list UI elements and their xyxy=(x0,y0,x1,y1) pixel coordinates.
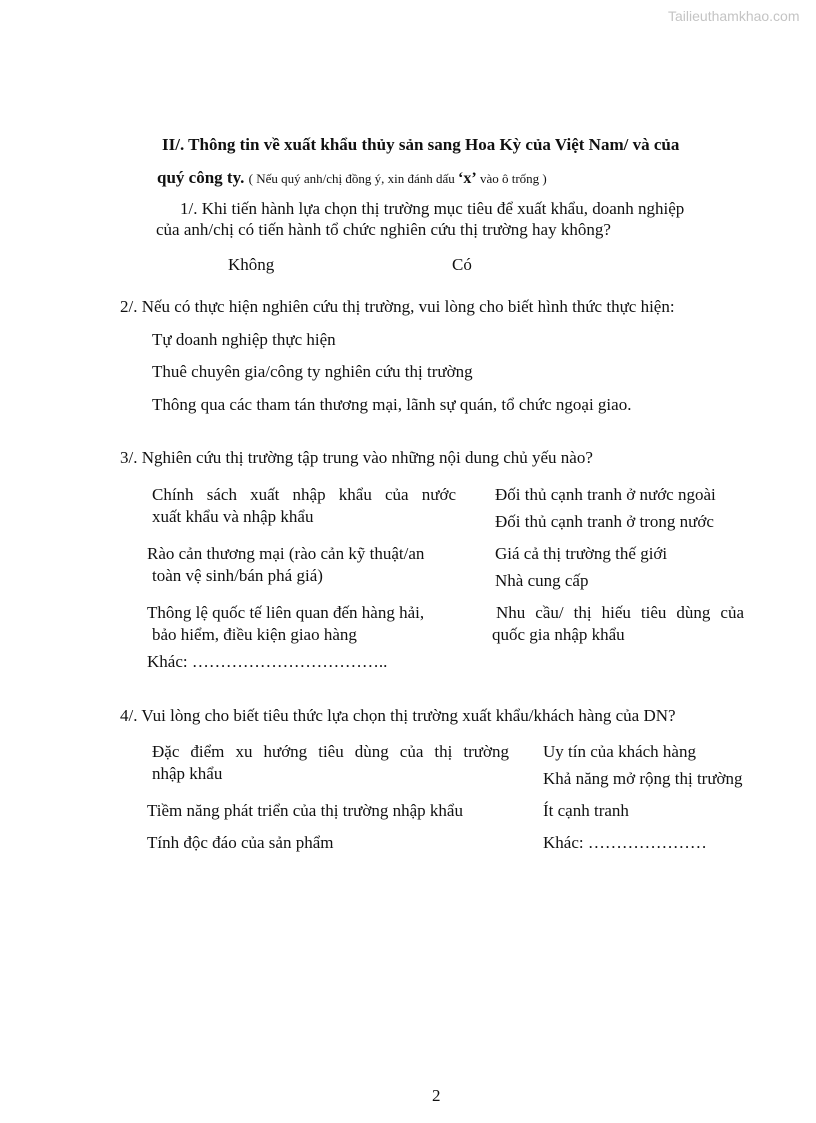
q2-option-diplomatic[interactable]: Thông qua các tham tán thương mại, lãnh sự quán, tổ chức ngoại giao. xyxy=(152,395,632,414)
section-title-line2 xyxy=(157,167,547,190)
q4-option-potential[interactable]: Tiềm năng phát triển của thị trường nhập khẩu xyxy=(147,801,463,820)
q1-line1: 1/. Khi tiến hành lựa chọn thị trường mục tiêu để xuất khẩu, doanh nghiệp xyxy=(180,199,685,218)
q4-option-other[interactable]: Khác: ………………… xyxy=(543,833,707,852)
q3-option-practices-line2: bảo hiểm, điều kiện giao hàng xyxy=(152,625,357,644)
q1-option-co[interactable]: Có xyxy=(452,255,472,274)
q4-option-reputation[interactable]: Uy tín của khách hàng xyxy=(543,742,696,761)
q3-option-practices-line1[interactable]: Thông lệ quốc tế liên quan đến hàng hải, xyxy=(147,603,425,622)
q3-option-world-prices[interactable]: Giá cả thị trường thế giới xyxy=(495,544,668,563)
q3-option-other[interactable]: Khác: …………………………….. xyxy=(147,652,388,671)
q1-option-khong[interactable]: Không xyxy=(228,255,275,274)
instruction-note-post: vào ô trống ) xyxy=(476,171,547,186)
q3-option-demand-line2: quốc gia nhập khẩu xyxy=(492,625,625,644)
instruction-note-pre: ( Nếu quý anh/chị đồng ý, xin đánh dấu xyxy=(248,171,459,186)
q3-option-barriers-line1[interactable]: Rào cản thương mại (rào cản kỹ thuật/an xyxy=(147,544,425,563)
section-title-company: quý công ty. xyxy=(157,168,245,187)
instruction-note xyxy=(249,171,547,186)
q2-option-self[interactable]: Tự doanh nghiệp thực hiện xyxy=(152,330,336,349)
page-number: 2 xyxy=(432,1086,441,1105)
q3-option-domestic-competitors[interactable]: Đối thủ cạnh tranh ở trong nước xyxy=(495,512,714,531)
q3-option-barriers-line2: toàn vệ sinh/bán phá giá) xyxy=(152,566,323,585)
q4-option-expansion[interactable]: Khả năng mở rộng thị trường xyxy=(543,769,743,788)
section-title: II/. Thông tin về xuất khẩu thủy sản sang Hoa Kỳ của Việt Nam/ và của xyxy=(162,135,680,154)
q4-option-trends-line1[interactable]: Đặc điểm xu hướng tiêu dùng của thị trường xyxy=(152,742,509,761)
q4-option-trends-line2: nhập khẩu xyxy=(152,764,223,783)
q3-option-demand-line1[interactable]: Nhu cầu/ thị hiếu tiêu dùng của xyxy=(496,603,744,622)
watermark: Tailieuthamkhao.com xyxy=(668,8,800,24)
q3-option-foreign-competitors[interactable]: Đối thủ cạnh tranh ở nước ngoài xyxy=(495,485,716,504)
q3-option-suppliers[interactable]: Nhà cung cấp xyxy=(495,571,589,590)
q2-option-hire[interactable]: Thuê chuyên gia/công ty nghiên cứu thị trường xyxy=(152,362,473,381)
q4-question: 4/. Vui lòng cho biết tiêu thức lựa chọn thị trường xuất khẩu/khách hàng của DN? xyxy=(120,706,676,725)
q3-question: 3/. Nghiên cứu thị trường tập trung vào những nội dung chủ yếu nào? xyxy=(120,448,593,467)
q3-option-policy-line2: xuất khẩu và nhập khẩu xyxy=(152,507,314,526)
q1-line2: của anh/chị có tiến hành tổ chức nghiên cứu thị trường hay không? xyxy=(156,220,611,239)
q4-option-uniqueness[interactable]: Tính độc đáo của sản phẩm xyxy=(147,833,334,852)
q2-question: 2/. Nếu có thực hiện nghiên cứu thị trường, vui lòng cho biết hình thức thực hiện: xyxy=(120,297,675,316)
checkmark-symbol: ‘x’ xyxy=(458,170,477,187)
q4-option-low-competition[interactable]: Ít cạnh tranh xyxy=(543,801,629,820)
q3-option-policy-line1[interactable]: Chính sách xuất nhập khẩu của nước xyxy=(152,485,456,504)
